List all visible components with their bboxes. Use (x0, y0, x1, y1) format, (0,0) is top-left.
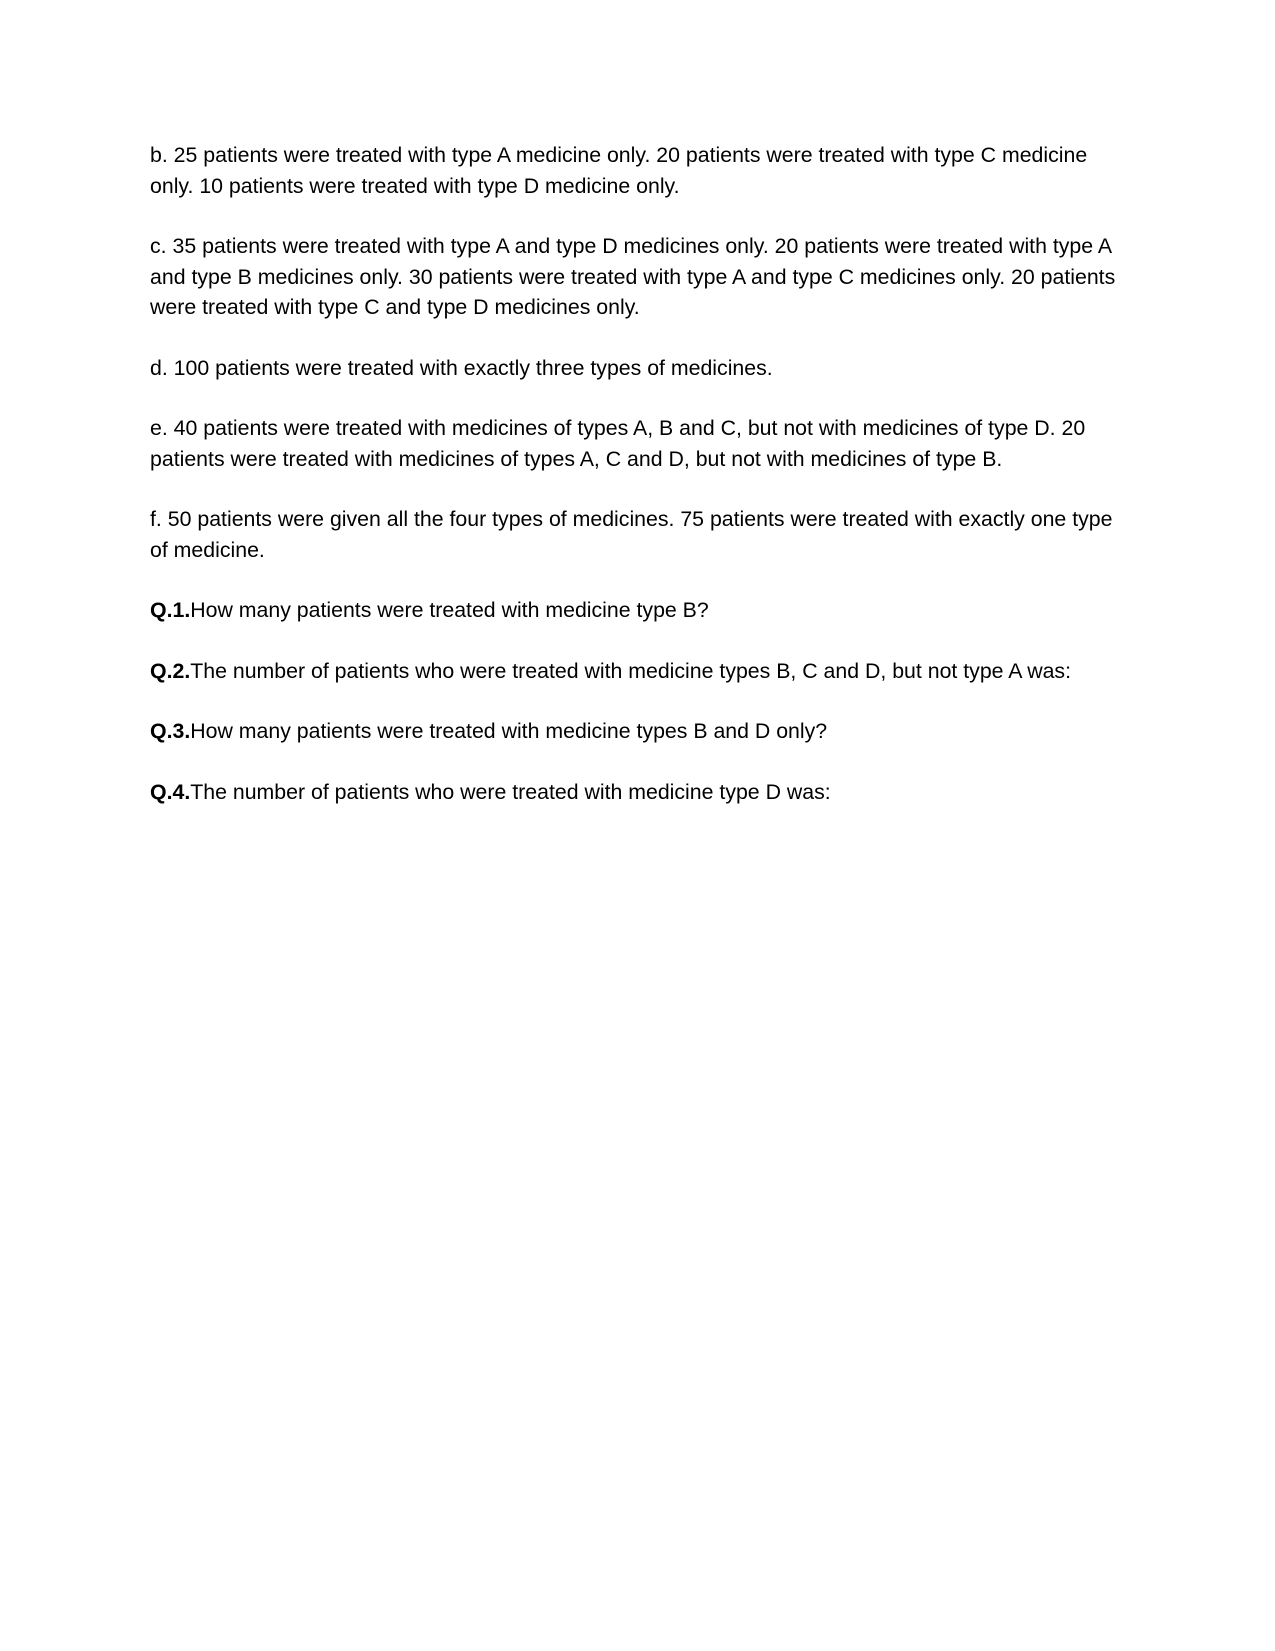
question-text: How many patients were treated with medicine type B? (190, 598, 709, 622)
condition-f: f. 50 patients were given all the four types of medicines. 75 patients were treated with exactly one type of medicine. (150, 507, 1113, 562)
question-label: Q.1. (150, 598, 191, 622)
question-label: Q.3. (150, 719, 191, 743)
question-label: Q.4. (150, 779, 191, 804)
condition-e: e. 40 patients were treated with medicines of types A, B and C, but not with medicines of type D. 20 patients were treated with medicines of types A, C and D, but not with medicines of type B. (150, 416, 1086, 471)
document-body (150, 140, 1130, 837)
question-4 (150, 777, 1130, 808)
question-2 (150, 656, 1130, 687)
condition-c: c. 35 patients were treated with type A and type D medicines only. 20 patients were treated with type A and type B medicines only. 30 patients were treated with type A and type C medicines only. 20 patients were treated with type C and type D medicines only. (150, 234, 1116, 319)
condition-d: d. 100 patients were treated with exactly three types of medicines. (150, 355, 773, 380)
question-3 (150, 716, 1130, 747)
question-text: The number of patients who were treated with medicine type D was: (190, 779, 831, 804)
question-text: How many patients were treated with medicine types B and D only? (190, 719, 828, 743)
question-text: The number of patients who were treated with medicine types B, C and D, but not type A was: (190, 658, 1071, 683)
question-label: Q.2. (150, 658, 191, 683)
condition-b: b. 25 patients were treated with type A medicine only. 20 patients were treated with type C medicine only. 10 patients were treated with type D medicine only. (150, 143, 1088, 198)
question-1 (150, 595, 1130, 626)
